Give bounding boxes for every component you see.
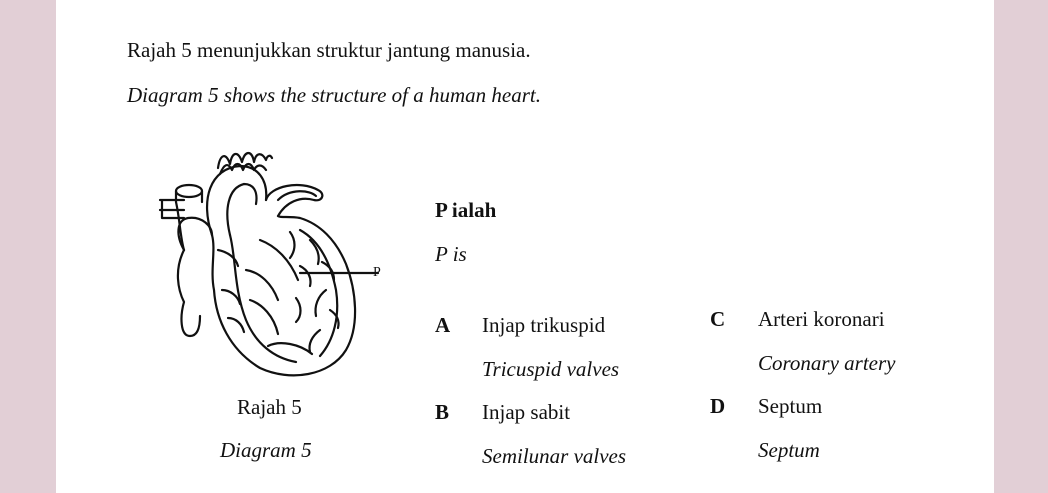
option-c-letter[interactable]: C [710,307,726,331]
option-d-letter[interactable]: D [710,394,726,418]
prompt-malay [435,200,496,221]
option-a-malay[interactable]: Injap trikuspid [482,313,606,337]
option-b-english[interactable]: Semilunar valves [482,444,627,468]
prompt-english: P is [435,242,467,266]
figure-caption-malay: Rajah 5 [237,395,302,419]
option-b-malay[interactable]: Injap sabit [482,400,571,424]
option-d-english[interactable]: Septum [758,438,820,462]
question-stem-english: Diagram 5 shows the structure of a human heart. [127,83,541,107]
figure-caption-english: Diagram 5 [220,438,312,462]
pointer-label-p: P [373,265,381,280]
option-b-letter[interactable]: B [435,400,450,424]
question-stem-malay: Rajah 5 menunjukkan struktur jantung manusia. [127,38,531,62]
option-a-letter[interactable]: A [435,313,451,337]
prompt-malay-text: P ialah [435,198,497,222]
option-d-malay[interactable]: Septum [758,394,823,418]
option-c-malay[interactable]: Arteri koronari [758,307,885,331]
heart-diagram [150,140,400,385]
option-a-english[interactable]: Tricuspid valves [482,357,620,381]
option-c-english[interactable]: Coronary artery [758,351,896,375]
